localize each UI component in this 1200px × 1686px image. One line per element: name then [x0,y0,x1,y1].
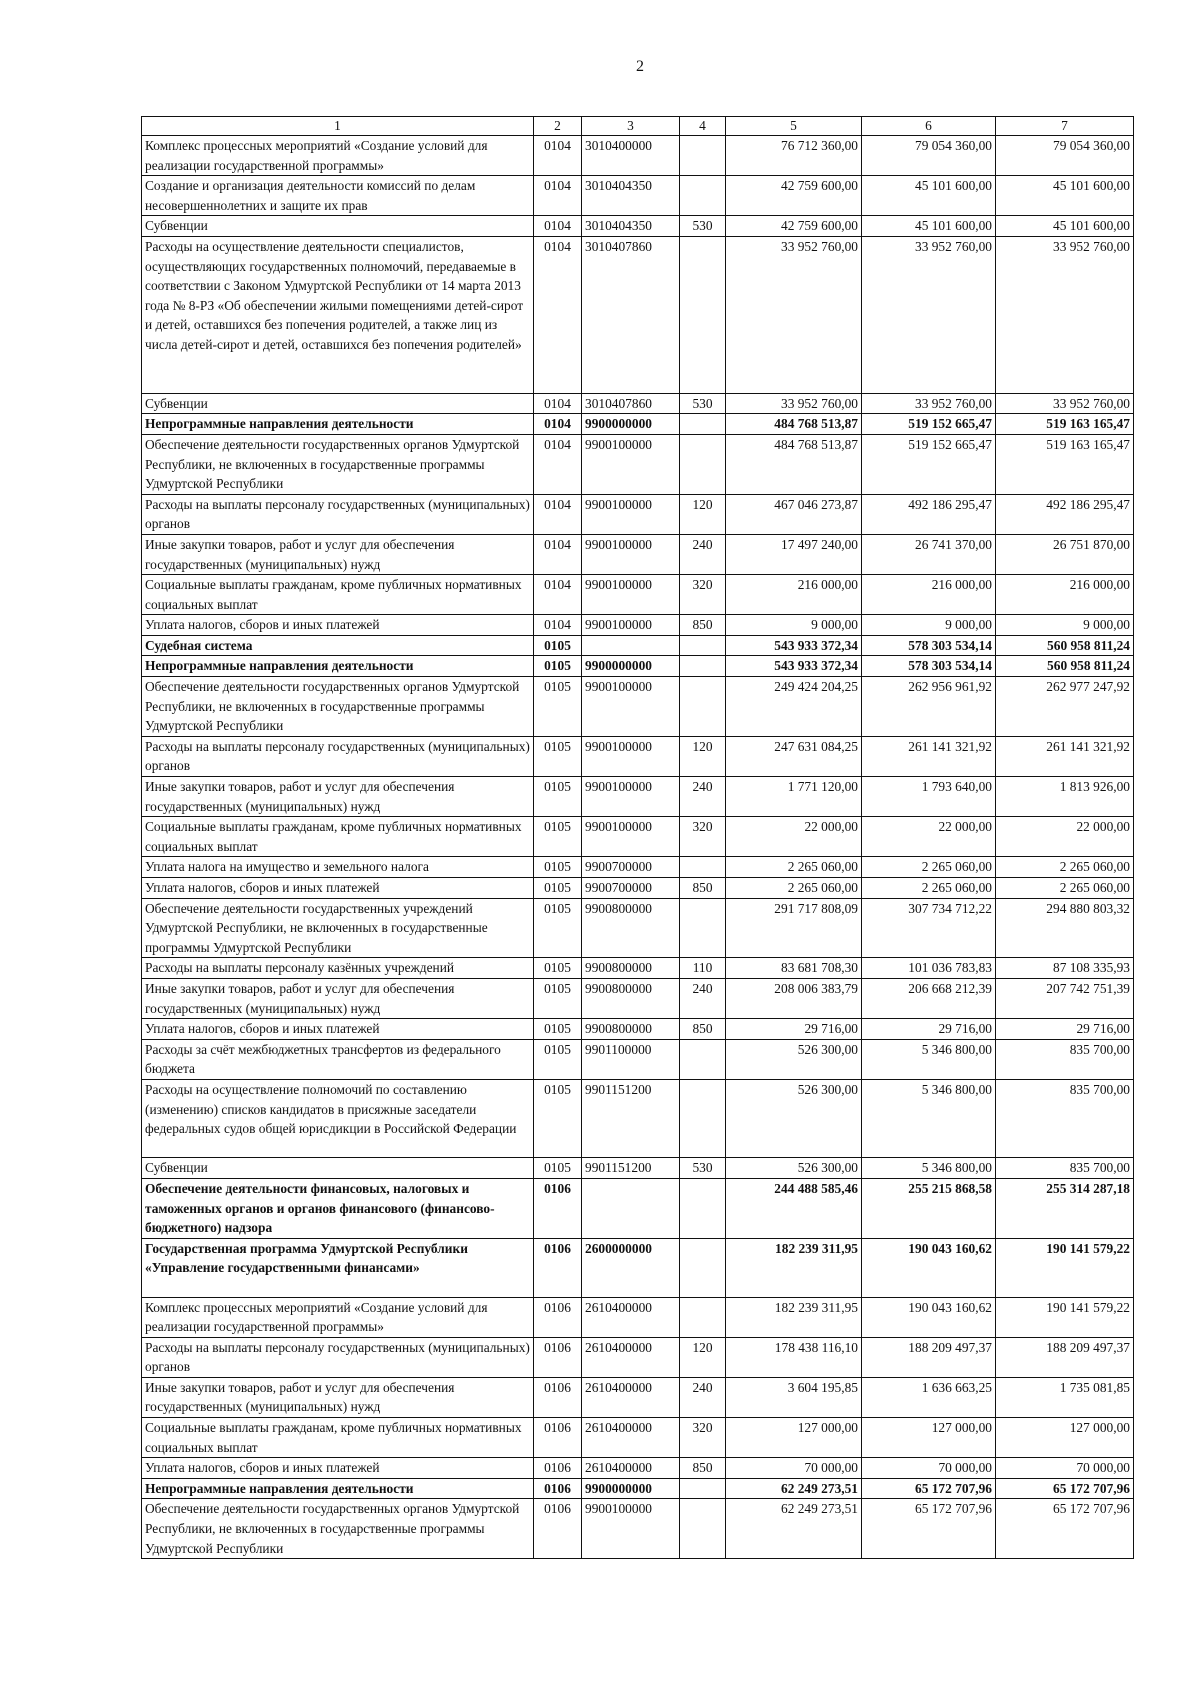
table-row [142,1458,1134,1479]
target-code-cell: 2610400000 [582,1418,680,1458]
amount-col5-cell: 178 438 116,10 [726,1337,862,1377]
table-row [142,1337,1134,1377]
expense-type-cell: 530 [680,393,726,414]
table-body [142,136,1134,1559]
section-code-cell: 0105 [534,857,582,878]
target-code-cell: 9900100000 [582,817,680,857]
target-code-cell: 9900100000 [582,575,680,615]
amount-col7-cell: 65 172 707,96 [996,1478,1134,1499]
table-row [142,615,1134,636]
table-row [142,393,1134,414]
row-name-cell: Расходы на выплаты персоналу государственных (муниципальных) органов [142,736,534,776]
column-header: 2 [534,117,582,136]
amount-col7-cell: 45 101 600,00 [996,176,1134,216]
amount-col7-cell: 190 141 579,22 [996,1297,1134,1337]
amount-col7-cell: 560 958 811,24 [996,635,1134,656]
amount-col6-cell: 255 215 868,58 [862,1178,996,1238]
row-name-cell: Обеспечение деятельности государственных учреждений Удмуртской Республики, не включенных в государственные программы Удмуртской Республики [142,898,534,958]
expense-type-cell [680,1079,726,1157]
amount-col5-cell: 291 717 808,09 [726,898,862,958]
amount-col5-cell: 42 759 600,00 [726,216,862,237]
table-row [142,494,1134,534]
section-code-cell: 0105 [534,958,582,979]
amount-col6-cell: 45 101 600,00 [862,176,996,216]
target-code-cell: 9900100000 [582,677,680,737]
table-row [142,1377,1134,1417]
amount-col5-cell: 3 604 195,85 [726,1377,862,1417]
amount-col7-cell: 188 209 497,37 [996,1337,1134,1377]
table-row [142,777,1134,817]
expense-type-cell: 530 [680,1158,726,1179]
amount-col5-cell: 1 771 120,00 [726,777,862,817]
amount-col7-cell: 29 716,00 [996,1019,1134,1040]
section-code-cell: 0106 [534,1377,582,1417]
amount-col6-cell: 9 000,00 [862,615,996,636]
amount-col7-cell: 492 186 295,47 [996,494,1134,534]
amount-col5-cell: 467 046 273,87 [726,494,862,534]
table-row [142,978,1134,1018]
target-code-cell: 9900100000 [582,615,680,636]
section-code-cell: 0106 [534,1297,582,1337]
amount-col6-cell: 29 716,00 [862,1019,996,1040]
target-code-cell: 9900100000 [582,534,680,574]
expense-type-cell: 850 [680,1019,726,1040]
table-row [142,1499,1134,1559]
amount-col5-cell: 22 000,00 [726,817,862,857]
amount-col6-cell: 101 036 783,83 [862,958,996,979]
section-code-cell: 0105 [534,1158,582,1179]
target-code-cell: 9900100000 [582,1499,680,1559]
row-name-cell: Иные закупки товаров, работ и услуг для обеспечения государственных (муниципальных) нужд [142,777,534,817]
amount-col5-cell: 526 300,00 [726,1079,862,1157]
expense-type-cell [680,414,726,435]
row-name-cell: Непрограммные направления деятельности [142,1478,534,1499]
section-code-cell: 0106 [534,1238,582,1297]
row-name-cell: Уплата налогов, сборов и иных платежей [142,1019,534,1040]
amount-col5-cell: 76 712 360,00 [726,136,862,176]
page-number: 2 [636,58,644,75]
amount-col6-cell: 2 265 060,00 [862,878,996,899]
table-row [142,1158,1134,1179]
table-row [142,878,1134,899]
table-row [142,136,1134,176]
amount-col7-cell: 255 314 287,18 [996,1178,1134,1238]
target-code-cell: 9900100000 [582,434,680,494]
expense-type-cell: 320 [680,575,726,615]
target-code-cell: 3010407860 [582,393,680,414]
target-code-cell: 2600000000 [582,1238,680,1297]
table-row [142,1019,1134,1040]
row-name-cell: Непрограммные направления деятельности [142,656,534,677]
section-code-cell: 0104 [534,575,582,615]
column-header: 3 [582,117,680,136]
table-row [142,434,1134,494]
amount-col5-cell: 83 681 708,30 [726,958,862,979]
amount-col5-cell: 2 265 060,00 [726,878,862,899]
table-row [142,1478,1134,1499]
expense-type-cell [680,635,726,656]
amount-col7-cell: 33 952 760,00 [996,393,1134,414]
row-name-cell: Иные закупки товаров, работ и услуг для обеспечения государственных (муниципальных) нужд [142,978,534,1018]
row-name-cell: Создание и организация деятельности комиссий по делам несовершеннолетних и защите их прав [142,176,534,216]
amount-col7-cell: 33 952 760,00 [996,236,1134,393]
amount-col7-cell: 294 880 803,32 [996,898,1134,958]
expense-type-cell: 320 [680,817,726,857]
expense-type-cell: 120 [680,494,726,534]
amount-col5-cell: 182 239 311,95 [726,1297,862,1337]
expense-type-cell: 850 [680,1458,726,1479]
amount-col5-cell: 216 000,00 [726,575,862,615]
table-row [142,1079,1134,1157]
row-name-cell: Уплата налога на имущество и земельного налога [142,857,534,878]
section-code-cell: 0105 [534,1039,582,1079]
amount-col6-cell: 190 043 160,62 [862,1297,996,1337]
amount-col6-cell: 262 956 961,92 [862,677,996,737]
amount-col5-cell: 17 497 240,00 [726,534,862,574]
row-name-cell: Непрограммные направления деятельности [142,414,534,435]
target-code-cell: 9900100000 [582,777,680,817]
amount-col6-cell: 307 734 712,22 [862,898,996,958]
target-code-cell: 3010407860 [582,236,680,393]
amount-col5-cell: 484 768 513,87 [726,414,862,435]
amount-col7-cell: 519 163 165,47 [996,414,1134,435]
table-row [142,534,1134,574]
target-code-cell: 9900000000 [582,414,680,435]
amount-col5-cell: 182 239 311,95 [726,1238,862,1297]
section-code-cell: 0104 [534,615,582,636]
row-name-cell: Расходы на выплаты персоналу государственных (муниципальных) органов [142,494,534,534]
section-code-cell: 0104 [534,216,582,237]
amount-col7-cell: 519 163 165,47 [996,434,1134,494]
row-name-cell: Судебная система [142,635,534,656]
amount-col5-cell: 42 759 600,00 [726,176,862,216]
amount-col7-cell: 65 172 707,96 [996,1499,1134,1559]
target-code-cell: 2610400000 [582,1297,680,1337]
amount-col6-cell: 65 172 707,96 [862,1478,996,1499]
amount-col5-cell: 484 768 513,87 [726,434,862,494]
expense-type-cell [680,1238,726,1297]
expense-type-cell: 110 [680,958,726,979]
amount-col6-cell: 1 636 663,25 [862,1377,996,1417]
amount-col6-cell: 65 172 707,96 [862,1499,996,1559]
amount-col7-cell: 1 735 081,85 [996,1377,1134,1417]
row-name-cell: Комплекс процессных мероприятий «Создание условий для реализации государственной программы» [142,1297,534,1337]
table-row [142,1039,1134,1079]
target-code-cell: 9900700000 [582,878,680,899]
amount-col5-cell: 526 300,00 [726,1039,862,1079]
amount-col7-cell: 207 742 751,39 [996,978,1134,1018]
amount-col7-cell: 262 977 247,92 [996,677,1134,737]
row-name-cell: Субвенции [142,393,534,414]
expense-type-cell: 240 [680,978,726,1018]
table-row [142,958,1134,979]
column-header: 1 [142,117,534,136]
expense-type-cell [680,656,726,677]
row-name-cell: Уплата налогов, сборов и иных платежей [142,615,534,636]
row-name-cell: Иные закупки товаров, работ и услуг для обеспечения государственных (муниципальных) нужд [142,1377,534,1417]
section-code-cell: 0105 [534,878,582,899]
amount-col7-cell: 22 000,00 [996,817,1134,857]
row-name-cell: Расходы на осуществление деятельности специалистов, осуществляющих государственных полномочий, передаваемые в соответствии с Законом Удмуртской Республики от 14 марта 2013 года № 8-РЗ «Об обеспечении жилыми помещениями детей-сирот и детей, оставшихся без попечения родителей, а также лиц из числа детей-сирот и детей, оставшихся без попечения родителей» [142,236,534,393]
budget-table [141,116,1134,1559]
amount-col6-cell: 33 952 760,00 [862,393,996,414]
amount-col5-cell: 543 933 372,34 [726,656,862,677]
table-row [142,236,1134,393]
amount-col6-cell: 216 000,00 [862,575,996,615]
table-row [142,216,1134,237]
expense-type-cell [680,857,726,878]
row-name-cell: Обеспечение деятельности государственных органов Удмуртской Республики, не включенных в государственные программы Удмуртской Республики [142,677,534,737]
amount-col6-cell: 5 346 800,00 [862,1158,996,1179]
table-row [142,414,1134,435]
expense-type-cell: 120 [680,736,726,776]
amount-col7-cell: 127 000,00 [996,1418,1134,1458]
expense-type-cell: 240 [680,534,726,574]
row-name-cell: Социальные выплаты гражданам, кроме публичных нормативных социальных выплат [142,817,534,857]
section-code-cell: 0104 [534,236,582,393]
target-code-cell: 9900000000 [582,656,680,677]
target-code-cell [582,635,680,656]
expense-type-cell: 240 [680,1377,726,1417]
target-code-cell: 9900100000 [582,736,680,776]
amount-col7-cell: 216 000,00 [996,575,1134,615]
section-code-cell: 0105 [534,635,582,656]
amount-col5-cell: 249 424 204,25 [726,677,862,737]
target-code-cell: 2610400000 [582,1458,680,1479]
expense-type-cell [680,1478,726,1499]
amount-col5-cell: 247 631 084,25 [726,736,862,776]
section-code-cell: 0105 [534,1019,582,1040]
table-row [142,176,1134,216]
section-code-cell: 0106 [534,1499,582,1559]
target-code-cell: 9900800000 [582,1019,680,1040]
section-code-cell: 0104 [534,176,582,216]
table-row [142,1418,1134,1458]
target-code-cell: 9900700000 [582,857,680,878]
section-code-cell: 0105 [534,656,582,677]
section-code-cell: 0104 [534,136,582,176]
amount-col7-cell: 26 751 870,00 [996,534,1134,574]
target-code-cell: 2610400000 [582,1377,680,1417]
amount-col5-cell: 9 000,00 [726,615,862,636]
amount-col5-cell: 62 249 273,51 [726,1499,862,1559]
column-header: 4 [680,117,726,136]
amount-col5-cell: 33 952 760,00 [726,236,862,393]
table-row [142,575,1134,615]
amount-col5-cell: 70 000,00 [726,1458,862,1479]
section-code-cell: 0106 [534,1418,582,1458]
section-code-cell: 0104 [534,414,582,435]
amount-col6-cell: 261 141 321,92 [862,736,996,776]
table-row [142,817,1134,857]
expense-type-cell [680,1499,726,1559]
row-name-cell: Социальные выплаты гражданам, кроме публичных нормативных социальных выплат [142,575,534,615]
row-name-cell: Субвенции [142,216,534,237]
amount-col5-cell: 127 000,00 [726,1418,862,1458]
row-name-cell: Субвенции [142,1158,534,1179]
expense-type-cell: 530 [680,216,726,237]
table-header [142,117,1134,136]
table-row [142,1178,1134,1238]
table-row [142,898,1134,958]
target-code-cell: 9901151200 [582,1158,680,1179]
header-row [142,117,1134,136]
amount-col5-cell: 526 300,00 [726,1158,862,1179]
target-code-cell: 9900000000 [582,1478,680,1499]
expense-type-cell [680,898,726,958]
section-code-cell: 0106 [534,1178,582,1238]
amount-col6-cell: 2 265 060,00 [862,857,996,878]
target-code-cell: 2610400000 [582,1337,680,1377]
expense-type-cell: 240 [680,777,726,817]
row-name-cell: Иные закупки товаров, работ и услуг для обеспечения государственных (муниципальных) нужд [142,534,534,574]
section-code-cell: 0105 [534,677,582,737]
amount-col6-cell: 206 668 212,39 [862,978,996,1018]
section-code-cell: 0105 [534,777,582,817]
amount-col7-cell: 87 108 335,93 [996,958,1134,979]
section-code-cell: 0104 [534,393,582,414]
row-name-cell: Расходы на выплаты персоналу казённых учреждений [142,958,534,979]
expense-type-cell: 850 [680,878,726,899]
amount-col6-cell: 578 303 534,14 [862,656,996,677]
amount-col6-cell: 26 741 370,00 [862,534,996,574]
table-row [142,635,1134,656]
row-name-cell: Социальные выплаты гражданам, кроме публичных нормативных социальных выплат [142,1418,534,1458]
amount-col7-cell: 2 265 060,00 [996,857,1134,878]
amount-col5-cell: 2 265 060,00 [726,857,862,878]
amount-col6-cell: 519 152 665,47 [862,414,996,435]
amount-col6-cell: 127 000,00 [862,1418,996,1458]
row-name-cell: Обеспечение деятельности финансовых, налоговых и таможенных органов и органов финансового (финансово-бюджетного) надзора [142,1178,534,1238]
amount-col7-cell: 261 141 321,92 [996,736,1134,776]
row-name-cell: Уплата налогов, сборов и иных платежей [142,878,534,899]
section-code-cell: 0104 [534,494,582,534]
amount-col6-cell: 578 303 534,14 [862,635,996,656]
section-code-cell: 0106 [534,1337,582,1377]
row-name-cell: Обеспечение деятельности государственных органов Удмуртской Республики, не включенных в государственные программы Удмуртской Республики [142,434,534,494]
row-name-cell: Расходы на осуществление полномочий по составлению (изменению) списков кандидатов в присяжные заседатели федеральных судов общей юрисдикции в Российской Федерации [142,1079,534,1157]
section-code-cell: 0105 [534,817,582,857]
section-code-cell: 0106 [534,1478,582,1499]
table-row [142,677,1134,737]
amount-col7-cell: 2 265 060,00 [996,878,1134,899]
amount-col6-cell: 33 952 760,00 [862,236,996,393]
amount-col7-cell: 79 054 360,00 [996,136,1134,176]
amount-col5-cell: 29 716,00 [726,1019,862,1040]
target-code-cell: 9900800000 [582,958,680,979]
table-row [142,857,1134,878]
amount-col5-cell: 244 488 585,46 [726,1178,862,1238]
amount-col5-cell: 543 933 372,34 [726,635,862,656]
section-code-cell: 0106 [534,1458,582,1479]
amount-col6-cell: 1 793 640,00 [862,777,996,817]
amount-col6-cell: 45 101 600,00 [862,216,996,237]
amount-col6-cell: 519 152 665,47 [862,434,996,494]
target-code-cell: 3010404350 [582,216,680,237]
expense-type-cell [680,1039,726,1079]
amount-col5-cell: 33 952 760,00 [726,393,862,414]
column-header: 6 [862,117,996,136]
section-code-cell: 0104 [534,434,582,494]
section-code-cell: 0105 [534,978,582,1018]
row-name-cell: Расходы на выплаты персоналу государственных (муниципальных) органов [142,1337,534,1377]
amount-col7-cell: 9 000,00 [996,615,1134,636]
target-code-cell: 9900800000 [582,898,680,958]
amount-col6-cell: 70 000,00 [862,1458,996,1479]
expense-type-cell [680,434,726,494]
row-name-cell: Расходы за счёт межбюджетных трансфертов из федерального бюджета [142,1039,534,1079]
expense-type-cell [680,136,726,176]
expense-type-cell [680,1297,726,1337]
amount-col6-cell: 492 186 295,47 [862,494,996,534]
target-code-cell: 9900100000 [582,494,680,534]
table-row [142,656,1134,677]
table-row [142,1297,1134,1337]
expense-type-cell: 320 [680,1418,726,1458]
row-name-cell: Обеспечение деятельности государственных органов Удмуртской Республики, не включенных в государственные программы Удмуртской Республики [142,1499,534,1559]
amount-col6-cell: 188 209 497,37 [862,1337,996,1377]
amount-col5-cell: 208 006 383,79 [726,978,862,1018]
amount-col6-cell: 5 346 800,00 [862,1039,996,1079]
expense-type-cell [680,176,726,216]
table-row [142,1238,1134,1297]
amount-col5-cell: 62 249 273,51 [726,1478,862,1499]
amount-col6-cell: 22 000,00 [862,817,996,857]
amount-col7-cell: 1 813 926,00 [996,777,1134,817]
target-code-cell: 3010400000 [582,136,680,176]
expense-type-cell [680,677,726,737]
amount-col6-cell: 5 346 800,00 [862,1079,996,1157]
section-code-cell: 0105 [534,898,582,958]
target-code-cell: 9901100000 [582,1039,680,1079]
target-code-cell [582,1178,680,1238]
amount-col6-cell: 79 054 360,00 [862,136,996,176]
column-header: 5 [726,117,862,136]
table-row [142,736,1134,776]
amount-col7-cell: 190 141 579,22 [996,1238,1134,1297]
amount-col7-cell: 560 958 811,24 [996,656,1134,677]
expense-type-cell: 120 [680,1337,726,1377]
section-code-cell: 0105 [534,736,582,776]
amount-col7-cell: 45 101 600,00 [996,216,1134,237]
section-code-cell: 0105 [534,1079,582,1157]
amount-col7-cell: 835 700,00 [996,1079,1134,1157]
amount-col6-cell: 190 043 160,62 [862,1238,996,1297]
expense-type-cell [680,1178,726,1238]
expense-type-cell [680,236,726,393]
amount-col7-cell: 70 000,00 [996,1458,1134,1479]
expense-type-cell: 850 [680,615,726,636]
target-code-cell: 9900800000 [582,978,680,1018]
row-name-cell: Государственная программа Удмуртской Республики «Управление государственными финансами» [142,1238,534,1297]
amount-col7-cell: 835 700,00 [996,1039,1134,1079]
row-name-cell: Уплата налогов, сборов и иных платежей [142,1458,534,1479]
row-name-cell: Комплекс процессных мероприятий «Создание условий для реализации государственной программы» [142,136,534,176]
target-code-cell: 3010404350 [582,176,680,216]
amount-col7-cell: 835 700,00 [996,1158,1134,1179]
target-code-cell: 9901151200 [582,1079,680,1157]
column-header: 7 [996,117,1134,136]
section-code-cell: 0104 [534,534,582,574]
